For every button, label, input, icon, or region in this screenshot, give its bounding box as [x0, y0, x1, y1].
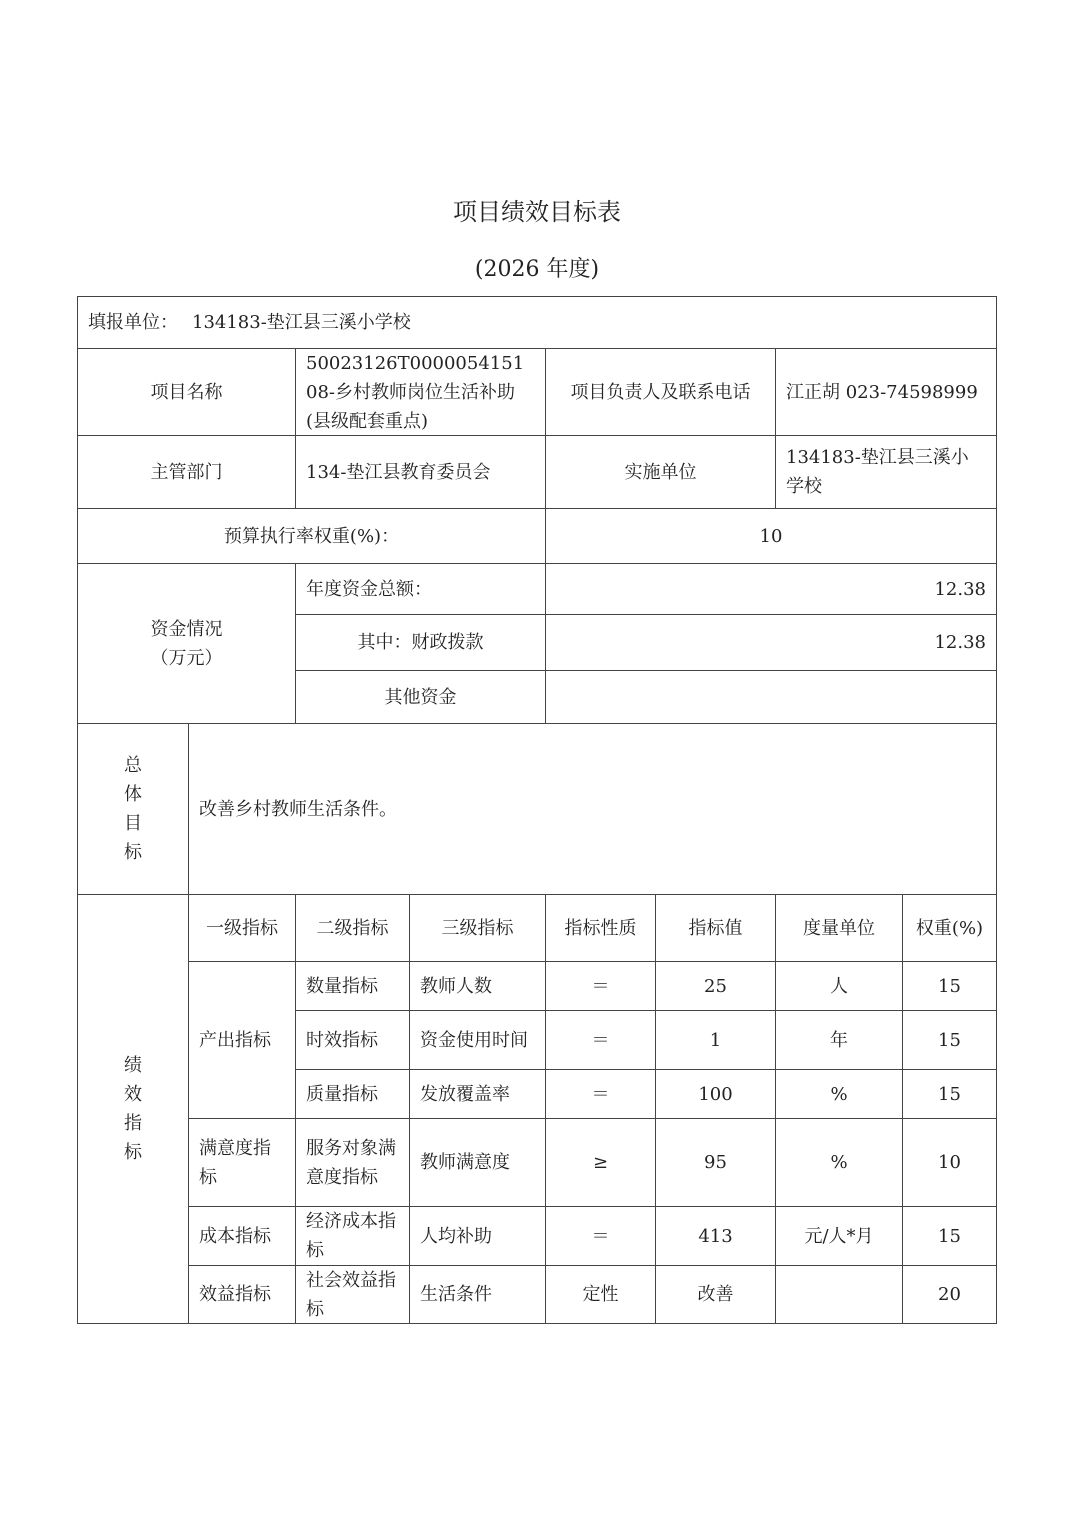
header-level3: 三级指标 — [409, 894, 546, 962]
header-nature: 指标性质 — [545, 894, 656, 962]
row-unit: 人 — [775, 961, 903, 1011]
reporting-unit-value: 134183-垫江县三溪小学校 — [192, 312, 411, 333]
row-weight: 15 — [902, 1206, 997, 1266]
goal-label-char: 体 — [124, 784, 142, 805]
row-level3: 教师人数 — [409, 961, 546, 1011]
funds-other-label: 其他资金 — [295, 670, 546, 724]
goal-label-char: 总 — [124, 755, 142, 776]
funds-label-line1: 资金情况 — [150, 618, 223, 640]
row-level2: 社会效益指标 — [295, 1265, 410, 1324]
header-level2: 二级指标 — [295, 894, 410, 962]
dept-label: 主管部门 — [77, 435, 296, 509]
group-satisfaction: 满意度指标 — [188, 1118, 296, 1207]
row-value: 413 — [655, 1206, 776, 1266]
funds-fiscal-value: 12.38 — [545, 614, 997, 671]
row-weight: 10 — [902, 1118, 997, 1207]
impl-unit-label: 实施单位 — [545, 435, 776, 509]
goal-label-char: 标 — [124, 842, 142, 863]
group-output: 产出指标 — [188, 961, 296, 1119]
row-level2: 时效指标 — [295, 1010, 410, 1070]
indicators-label-char: 指 — [124, 1113, 142, 1134]
project-name-value: 50023126T000005415108-乡村教师岗位生活补助(县级配套重点) — [295, 348, 546, 436]
funds-total-value: 12.38 — [545, 563, 997, 615]
indicators-label-char: 效 — [124, 1084, 142, 1105]
budget-weight-label: 预算执行率权重(%)： — [77, 508, 546, 564]
row-level2: 经济成本指标 — [295, 1206, 410, 1266]
dept-value: 134-垫江县教育委员会 — [295, 435, 546, 509]
row-weight: 15 — [902, 1069, 997, 1119]
project-leader-value: 江正胡 023-74598999 — [775, 348, 997, 436]
row-nature: ＝ — [545, 1206, 656, 1266]
row-level3: 教师满意度 — [409, 1118, 546, 1207]
row-level2: 质量指标 — [295, 1069, 410, 1119]
goal-label — [77, 723, 189, 895]
row-level3: 发放覆盖率 — [409, 1069, 546, 1119]
row-value: 100 — [655, 1069, 776, 1119]
row-unit — [775, 1265, 903, 1324]
row-weight: 20 — [902, 1265, 997, 1324]
funds-fiscal-label: 其中：财政拨款 — [295, 614, 546, 671]
row-nature: ≥ — [545, 1118, 656, 1207]
header-level1: 一级指标 — [188, 894, 296, 962]
row-nature: 定性 — [545, 1265, 656, 1324]
impl-unit-value: 134183-垫江县三溪小学校 — [775, 435, 997, 509]
indicators-label-char: 绩 — [124, 1055, 142, 1076]
row-nature: ＝ — [545, 1010, 656, 1070]
row-value: 25 — [655, 961, 776, 1011]
row-level2: 数量指标 — [295, 961, 410, 1011]
header-value: 指标值 — [655, 894, 776, 962]
project-leader-label: 项目负责人及联系电话 — [545, 348, 776, 436]
indicators-label-char: 标 — [124, 1142, 142, 1163]
row-weight: 15 — [902, 961, 997, 1011]
row-unit: 年 — [775, 1010, 903, 1070]
row-value: 95 — [655, 1118, 776, 1207]
row-value: 1 — [655, 1010, 776, 1070]
budget-weight-value: 10 — [545, 508, 997, 564]
row-unit: 元/人*月 — [775, 1206, 903, 1266]
reporting-unit-cell — [77, 296, 997, 349]
row-level3: 人均补助 — [409, 1206, 546, 1266]
funds-other-value — [545, 670, 997, 724]
goal-text: 改善乡村教师生活条件。 — [188, 723, 997, 895]
row-nature: ＝ — [545, 1069, 656, 1119]
reporting-unit-label: 填报单位： — [88, 312, 178, 333]
row-level3: 生活条件 — [409, 1265, 546, 1324]
page-subtitle: (2026 年度) — [474, 257, 600, 282]
goal-label-char: 目 — [124, 813, 142, 834]
row-level3: 资金使用时间 — [409, 1010, 546, 1070]
row-weight: 15 — [902, 1010, 997, 1070]
row-unit: % — [775, 1069, 903, 1119]
header-unit: 度量单位 — [775, 894, 903, 962]
project-name-label: 项目名称 — [77, 348, 296, 436]
group-benefit: 效益指标 — [188, 1265, 296, 1324]
header-weight: 权重(%) — [902, 894, 997, 962]
row-level2: 服务对象满意度指标 — [295, 1118, 410, 1207]
row-unit: % — [775, 1118, 903, 1207]
page-title: 项目绩效目标表 — [453, 198, 621, 226]
group-cost: 成本指标 — [188, 1206, 296, 1266]
row-nature: ＝ — [545, 961, 656, 1011]
funds-label-line2: （万元） — [150, 647, 223, 669]
funds-label — [77, 563, 296, 724]
indicators-label — [77, 894, 189, 1324]
funds-total-label: 年度资金总额： — [295, 563, 546, 615]
row-value: 改善 — [655, 1265, 776, 1324]
